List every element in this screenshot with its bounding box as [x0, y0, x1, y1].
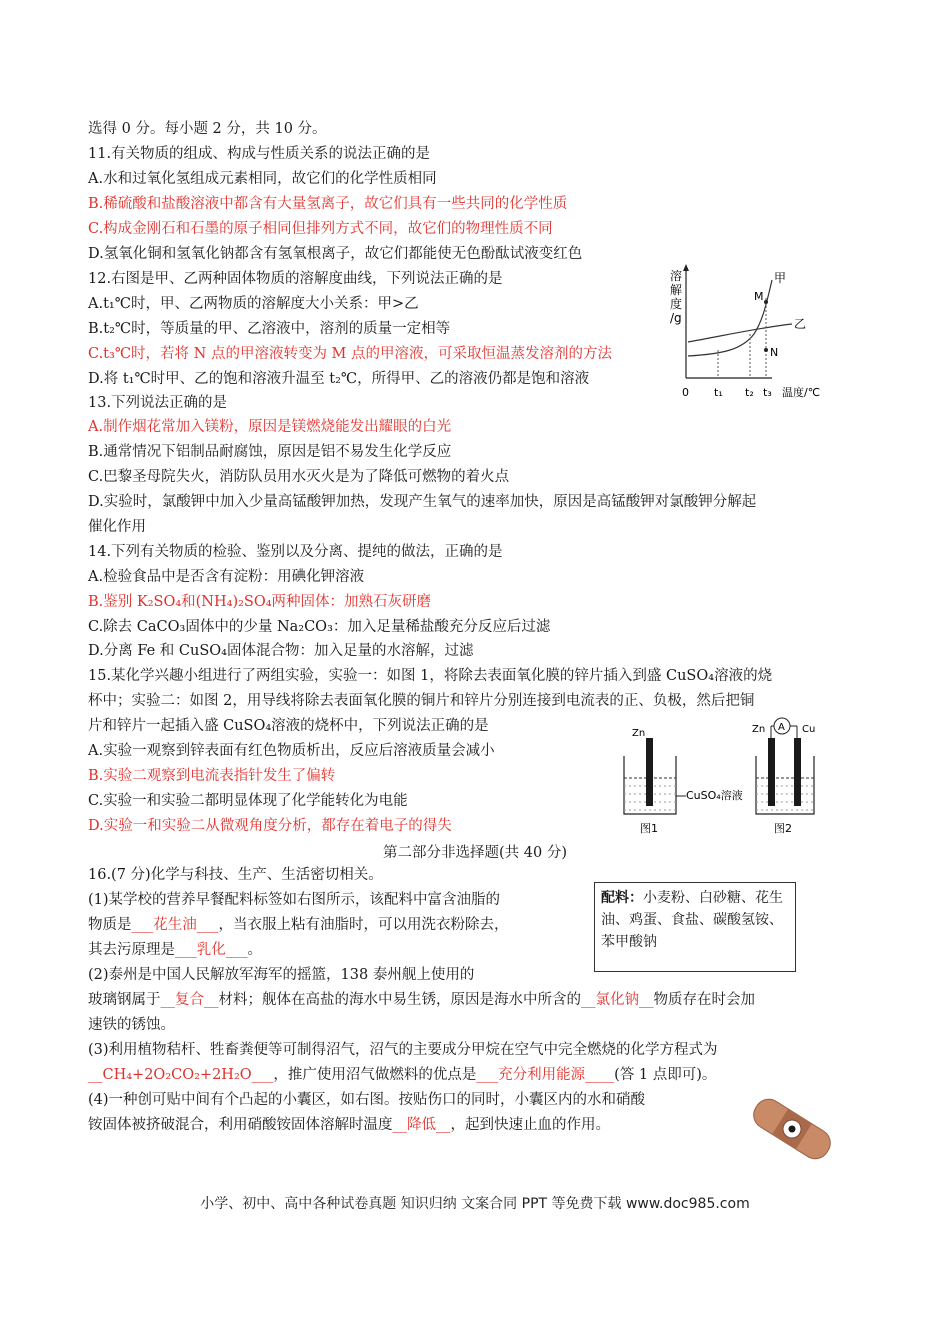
q14-option-a: A.检验食品中是否含有淀粉：用碘化钾溶液 — [88, 569, 365, 585]
answer-emulsify: ___乳化___ — [175, 942, 248, 958]
fig2-label: 图2 — [774, 822, 792, 835]
zinc-strip-1 — [646, 738, 653, 806]
q16-1-line1: (1)某学校的营养早餐配料标签如右图所示，该配料中富含油脂的 — [88, 892, 501, 908]
q15-option-c: C.实验一和实验二都明显体现了化学能转化为电能 — [88, 793, 408, 809]
fig1-label: 图1 — [640, 822, 658, 835]
answer-decrease: __降低__ — [392, 1117, 451, 1133]
graph-axes — [683, 264, 772, 378]
point-n-label: N — [770, 346, 779, 359]
q13-option-d-line2: 催化作用 — [88, 519, 146, 535]
q15-option-b: B.实验二观察到电流表指针发生了偏转 — [88, 768, 336, 784]
text-segment: 玻璃钢属于 — [88, 992, 161, 1008]
text-segment: (答 1 点即可)。 — [614, 1067, 717, 1083]
q14-option-d: D.分离 Fe 和 CuSO₄固体混合物：加入足量的水溶解，过滤 — [88, 643, 474, 659]
text-segment: ，当衣服上粘有油脂时，可以用洗衣粉除去， — [218, 917, 509, 933]
q16-3-line1: (3)利用植物秸杆、牲畜粪便等可制得沼气，沼气的主要成分甲烷在空气中完全燃烧的化学方程式为 — [88, 1042, 718, 1058]
y-axis-label-4: /g — [670, 311, 682, 325]
q12-stem: 12.右图是甲、乙两种固体物质的溶解度曲线，下列说法正确的是 — [88, 271, 503, 287]
text-segment: 。 — [247, 942, 262, 958]
q14-option-c: C.除去 CaCO₃固体中的少量 Na₂CO₃：加入足量稀盐酸充分反应后过滤 — [88, 619, 551, 635]
curve-yi-label: 乙 — [794, 317, 807, 331]
answer-nacl: __氯化钠__ — [581, 992, 654, 1008]
zn-label-1: Zn — [632, 728, 646, 739]
ingredients-box — [594, 882, 796, 972]
q11-option-d: D.氢氧化铜和氢氧化钠都含有氢氧根离子，故它们都能使无色酚酞试液变红色 — [88, 246, 583, 262]
text-segment: 铵固体被挤破混合，利用硝酸铵固体溶解时温度 — [88, 1117, 393, 1133]
q11-option-a: A.水和过氧化氢组成元素相同，故它们的化学性质相同 — [88, 171, 437, 187]
cu-label: Cu — [802, 724, 816, 735]
q15-stem-line2: 杯中；实验二：如图 2，用导线将除去表面氧化膜的铜片和锌片分别连接到电流表的正、负极，然后把铜 — [88, 693, 755, 709]
q12-option-a: A.t₁℃时，甲、乙两物质的溶解度大小关系：甲>乙 — [88, 296, 419, 312]
q16-1-line3 — [88, 939, 262, 961]
text-segment: 材料；舰体在高盐的海水中易生锈，原因是海水中所含的 — [218, 992, 581, 1008]
y-axis-label-3: 度 — [670, 297, 683, 311]
q15-option-d: D.实验一和实验二从微观角度分析，都存在着电子的得失 — [88, 818, 452, 834]
curve-yi — [688, 324, 792, 342]
y-axis-label-1: 溶 — [670, 269, 683, 283]
q11-option-c: C.构成金刚石和石墨的原子相同但排列方式不同，故它们的物理性质不同 — [88, 221, 553, 237]
q12-option-b: B.t₂℃时，等质量的甲、乙溶液中，溶剂的质量一定相等 — [88, 321, 451, 337]
solubility-graph — [662, 262, 842, 402]
copper-strip — [794, 738, 801, 806]
q16-4-line2 — [88, 1114, 610, 1136]
q12-option-d: D.将 t₁℃时甲、乙的饱和溶液升温至 t₂℃，所得甲、乙的溶液仍都是饱和溶液 — [88, 371, 590, 387]
q16-3-line2 — [88, 1064, 716, 1086]
q16-2-line3: 速铁的锈蚀。 — [88, 1017, 175, 1033]
answer-peanut-oil: ___花生油___ — [131, 917, 219, 933]
q16-2-line1: (2)泰州是中国人民解放军海军的摇篮，138 泰州舰上使用的 — [88, 967, 475, 983]
origin-label: 0 — [682, 386, 689, 399]
q16-1-line2 — [88, 914, 509, 936]
text-segment: 其去污原理是 — [88, 942, 175, 958]
t3-label: t₃ — [763, 386, 772, 399]
t2-label: t₂ — [745, 386, 754, 399]
point-n — [764, 348, 768, 352]
q16-stem: 16.(7 分)化学与科技、生产、生活密切相关。 — [88, 867, 383, 883]
q11-option-b: B.稀硫酸和盐酸溶液中都含有大量氢离子，故它们具有一些共同的化学性质 — [88, 196, 568, 212]
ingredients-label: 配料： — [601, 890, 643, 906]
answer-composite: __复合__ — [160, 992, 219, 1008]
page-footer: 小学、初中、高中各种试卷真题 知识归纳 文案合同 PPT 等免费下载 www.doc985.com — [200, 1196, 750, 1212]
q13-stem: 13.下列说法正确的是 — [88, 395, 228, 411]
ammeter-label: A — [778, 722, 785, 733]
beaker-1 — [624, 738, 676, 814]
text-segment: 物质是 — [88, 917, 132, 933]
q12-option-c: C.t₃℃时，若将 N 点的甲溶液转变为 M 点的甲溶液，可采取恒温蒸发溶剂的方法 — [88, 346, 613, 362]
q16-4-line1: (4)一种创可贴中间有个凸起的小囊区，如右图。按贴伤口的同时，小囊区内的水和硝酸 — [88, 1092, 646, 1108]
q16-2-line2 — [88, 989, 755, 1011]
point-m-label: M — [754, 290, 764, 303]
q13-option-a: A.制作烟花常加入镁粉，原因是镁燃烧能发出耀眼的白光 — [88, 419, 452, 435]
beaker-figures — [610, 716, 835, 840]
zn-label-2: Zn — [752, 724, 766, 735]
ingredients-text: 小麦粉、白砂糖、花生油、鸡蛋、食盐、碳酸氢铵、苯甲酸钠 — [601, 890, 783, 950]
text-segment: ，起到快速止血的作用。 — [450, 1117, 610, 1133]
q11-stem: 11.有关物质的组成、构成与性质关系的说法正确的是 — [88, 146, 431, 162]
curve-jia-label: 甲 — [774, 271, 787, 285]
q13-option-b: B.通常情况下铝制品耐腐蚀，原因是铝不易发生化学反应 — [88, 444, 452, 460]
answer-energy: ___充分利用能源____ — [476, 1067, 615, 1083]
q14-option-b: B.鉴别 K₂SO₄和(NH₄)₂SO₄两种固体：加熟石灰研磨 — [88, 594, 432, 610]
x-axis-label: 温度/℃ — [782, 386, 821, 399]
q15-stem-line1: 15.某化学兴趣小组进行了两组实验，实验一：如图 1，将除去表面氧化膜的锌片插入到盛 CuSO₄溶液的烧 — [88, 668, 773, 684]
answer-equation: __CH₄+2O₂CO₂+2H₂O___ — [88, 1067, 274, 1083]
q13-option-c: C.巴黎圣母院失火，消防队员用水灭火是为了降低可燃物的着火点 — [88, 469, 510, 485]
t1-label: t₁ — [714, 386, 723, 399]
bandage-illustration — [744, 1090, 840, 1168]
part-two-heading: 第二部分非选择题(共 40 分) — [383, 845, 567, 861]
intro-line: 选得 0 分。每小题 2 分，共 10 分。 — [88, 121, 327, 137]
text-segment: ，推广使用沼气做燃料的优点是 — [273, 1067, 477, 1083]
q13-option-d-line1: D.实验时，氯酸钾中加入少量高锰酸钾加热，发现产生氧气的速率加快，原因是高锰酸钾对氯酸钾分解起 — [88, 494, 757, 510]
y-axis-label-2: 解 — [670, 283, 683, 297]
q14-stem: 14.下列有关物质的检验、鉴别以及分离、提纯的做法，正确的是 — [88, 544, 503, 560]
point-m — [764, 300, 768, 304]
q15-option-a: A.实验一观察到锌表面有红色物质析出，反应后溶液质量会减小 — [88, 743, 495, 759]
text-segment: 物质存在时会加 — [653, 992, 755, 1008]
cuso4-label: CuSO₄溶液 — [686, 789, 743, 802]
q15-stem-line3: 片和锌片一起插入盛 CuSO₄溶液的烧杯中，下列说法正确的是 — [88, 718, 489, 734]
zinc-strip-2 — [768, 738, 775, 806]
